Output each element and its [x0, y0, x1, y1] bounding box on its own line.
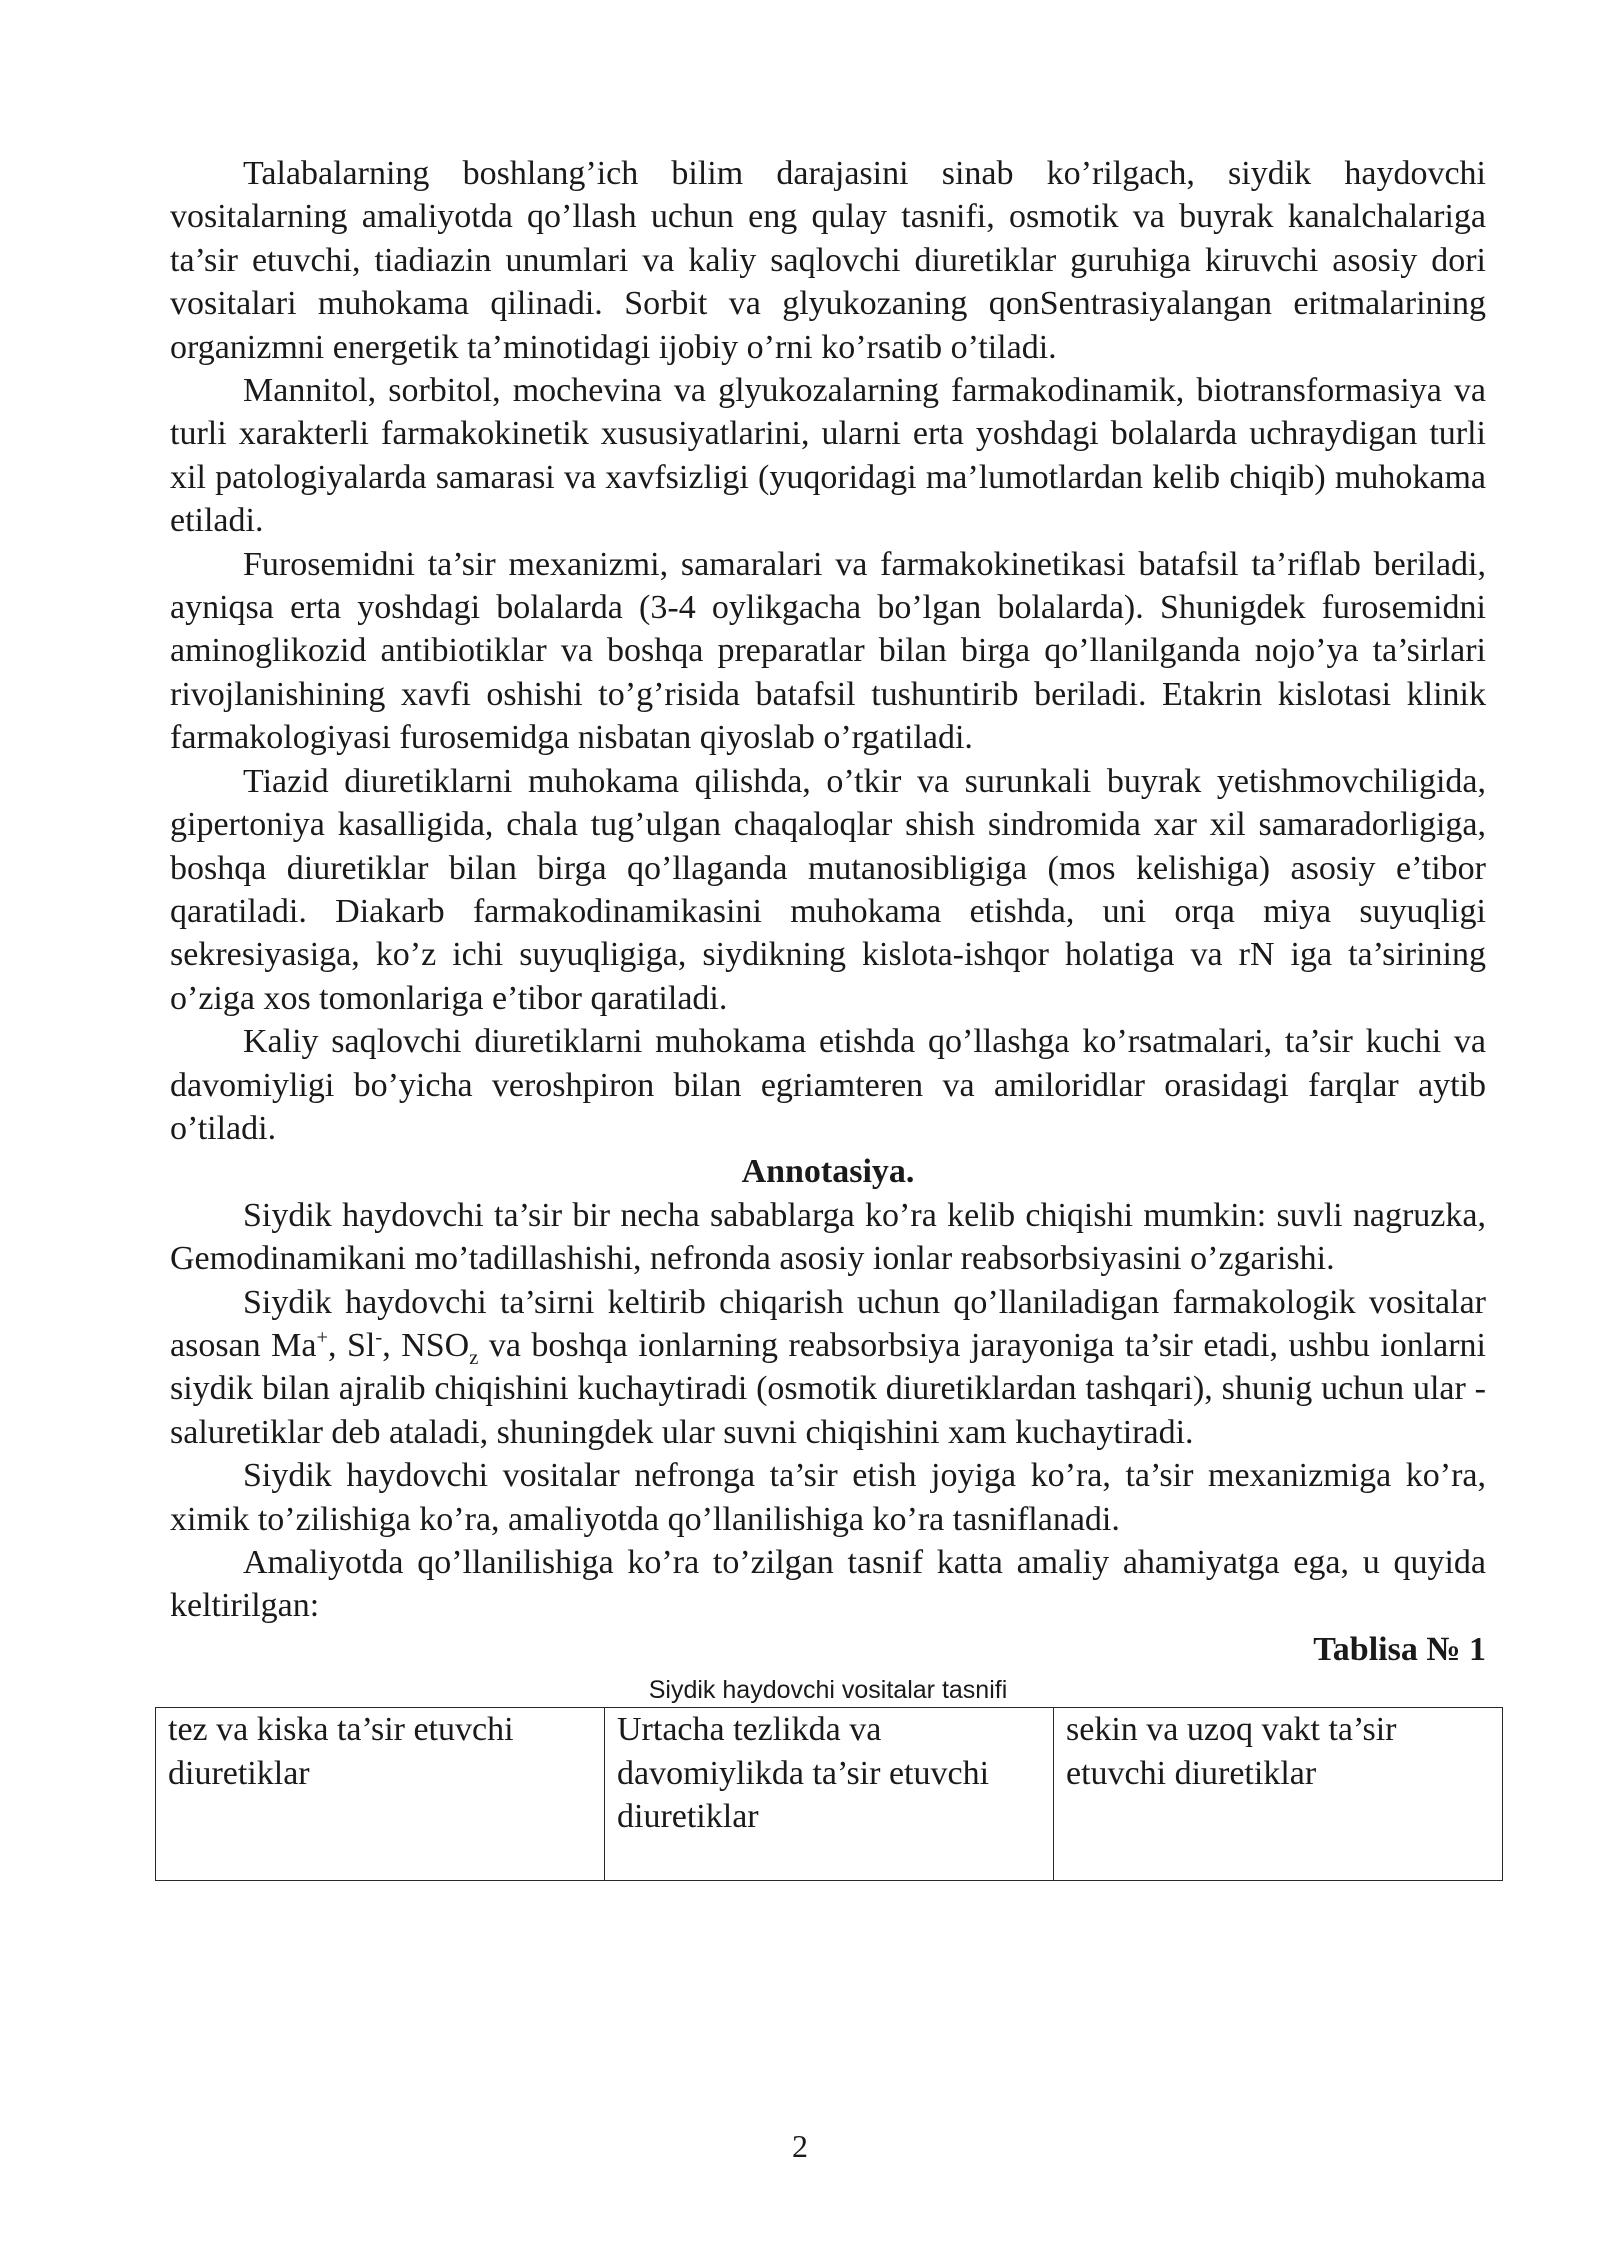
table-caption: Siydik haydovchi vositalar tasnifi: [648, 1676, 1008, 1705]
annotation-paragraph: Amaliyotda qo’llanilishiga ko’ra to’zilgan tasnif katta amaliy ahamiyatga ega, u quyida keltirilgan:: [170, 1544, 1486, 1625]
text-segment: , Sl: [328, 1326, 376, 1364]
paragraph: Talabalarning boshlang’ich bilim darajasini sinab ko’rilgach, siydik haydovchi vositalarning amaliyotda qo’llash uchun eng qulay tasnifi, osmotik va buyrak kanalchalariga ta’sir etuvchi, tiadiazin unumlari va kaliy saqlovchi diuretiklar guruhiga kiruvchi asosiy dori vositalari muhokama qilinadi. Sorbit va glyukozaning qonSentrasiyalangan eritmalarining organizmni energetik ta’minotidagi ijobiy o’rni ko’rsatib o’tiladi.: [170, 155, 1486, 366]
paragraph: Furosemidni ta’sir mexanizmi, samaralari va farmakokinetikasi batafsil ta’riflab beriladi, ayniqsa erta yoshdagi bolalarda (3-4 oylikgacha bo’lgan bolalarda). Shunigdek furosemidni aminoglikozid antibiotiklar va boshqa preparatlar bilan birga qo’llanilganda nojo’ya ta’sirlari rivojlanishining xavfi oshishi to’g’risida batafsil tushuntirib beriladi. Etakrin kislotasi klinik farmakologiyasi furosemidga nisbatan qiyoslab o’rgatiladi.: [170, 545, 1486, 757]
superscript: -: [375, 1326, 383, 1349]
page-number: 2: [792, 2128, 808, 2164]
superscript: +: [316, 1326, 328, 1349]
paragraph: Tiazid diuretiklarni muhokama qilishda, o’tkir va surunkali buyrak yetishmovchiligida, gipertoniya kasalligida, chala tug’ulgan chaqaloqlar shish sindromida xar xil samaradorligiga, boshqa diuretiklar bilan birga qo’llaganda mutanosibligiga (mos kelishiga) asosiy e’tibor qaratiladi. Diakarb farmakodinamikasini muhokama etishda, uni orqa miya suyuqligi sekresiyasiga, ko’z ichi suyuqligiga, siydikning kislota-ishqor holatiga va rN iga ta’sirining o’ziga xos tomonlariga e’tibor qaratiladi.: [170, 762, 1486, 1017]
text-segment: Siydik haydovchi ta’sirni keltirib chiqarish uchun qo’llaniladigan farmakologik vositalar asosan Ma: [170, 1283, 1486, 1364]
paragraph: Kaliy saqlovchi diuretiklarni muhokama etishda qo’llashga ko’rsatmalari, ta’sir kuchi va davomiyligi bo’yicha veroshpiron bilan egriamteren va amiloridlar orasidagi farqlar aytib o’tiladi.: [170, 1023, 1486, 1147]
table-cell: Urtacha tezlikda va davomiylikda ta’sir etuvchi diuretiklar: [605, 1708, 1054, 1881]
text-segment: va boshqa ionlarning reabsorbsiya jarayoniga ta’sir etadi, ushbu ionlarni siydik bilan ajralib chiqishini kuchaytiradi (osmotik diuretiklardan tashqari), shunig uchun ular -saluretiklar deb ataladi, shuningdek ular suvni chiqishini xam kuchaytiradi.: [170, 1326, 1487, 1451]
document-body: [170, 152, 1486, 1881]
annotation-paragraph: Siydik haydovchi vositalar nefronga ta’sir etish joyiga ko’ra, ta’sir mexanizmiga ko’ra, ximik to’zilishiga ko’ra, amaliyotda qo’llanilishiga ko’ra tasniflanadi.: [170, 1457, 1486, 1538]
annotation-paragraph: Siydik haydovchi ta’sir bir necha sabablarga ko’ra kelib chiqishi mumkin: suvli nagruzka, Gemodinamikani mo’tadillashishi, nefronda asosiy ionlar reabsorbsiyasini o’zgarishi.: [170, 1196, 1486, 1278]
table-cell: sekin va uzoq vakt ta’sir etuvchi diuretiklar: [1054, 1708, 1503, 1881]
section-heading: Annotasiya.: [741, 1153, 915, 1191]
paragraph: Mannitol, sorbitol, mochevina va glyukozalarning farmakodinamik, biotransformasiya va turli xarakterli farmakokinetik xususiyatlarini, ularni erta yoshdagi bolalarda uchraydigan turli xil patologiyalarda samarasi va xavfsizligi (yuqoridagi ma’lumotlardan kelib chiqib) muhokama etiladi.: [170, 372, 1486, 540]
table-label: Tablisa № 1: [1313, 1630, 1486, 1668]
classification-table: [155, 1707, 1503, 1881]
subscript: z: [469, 1346, 479, 1369]
text-segment: , NSO: [382, 1326, 470, 1364]
table-cell: tez va kiska ta’sir etuvchi diuretiklar: [156, 1708, 605, 1881]
annotation-paragraph-ions: [170, 1281, 1486, 1455]
table-row: [156, 1708, 1503, 1881]
